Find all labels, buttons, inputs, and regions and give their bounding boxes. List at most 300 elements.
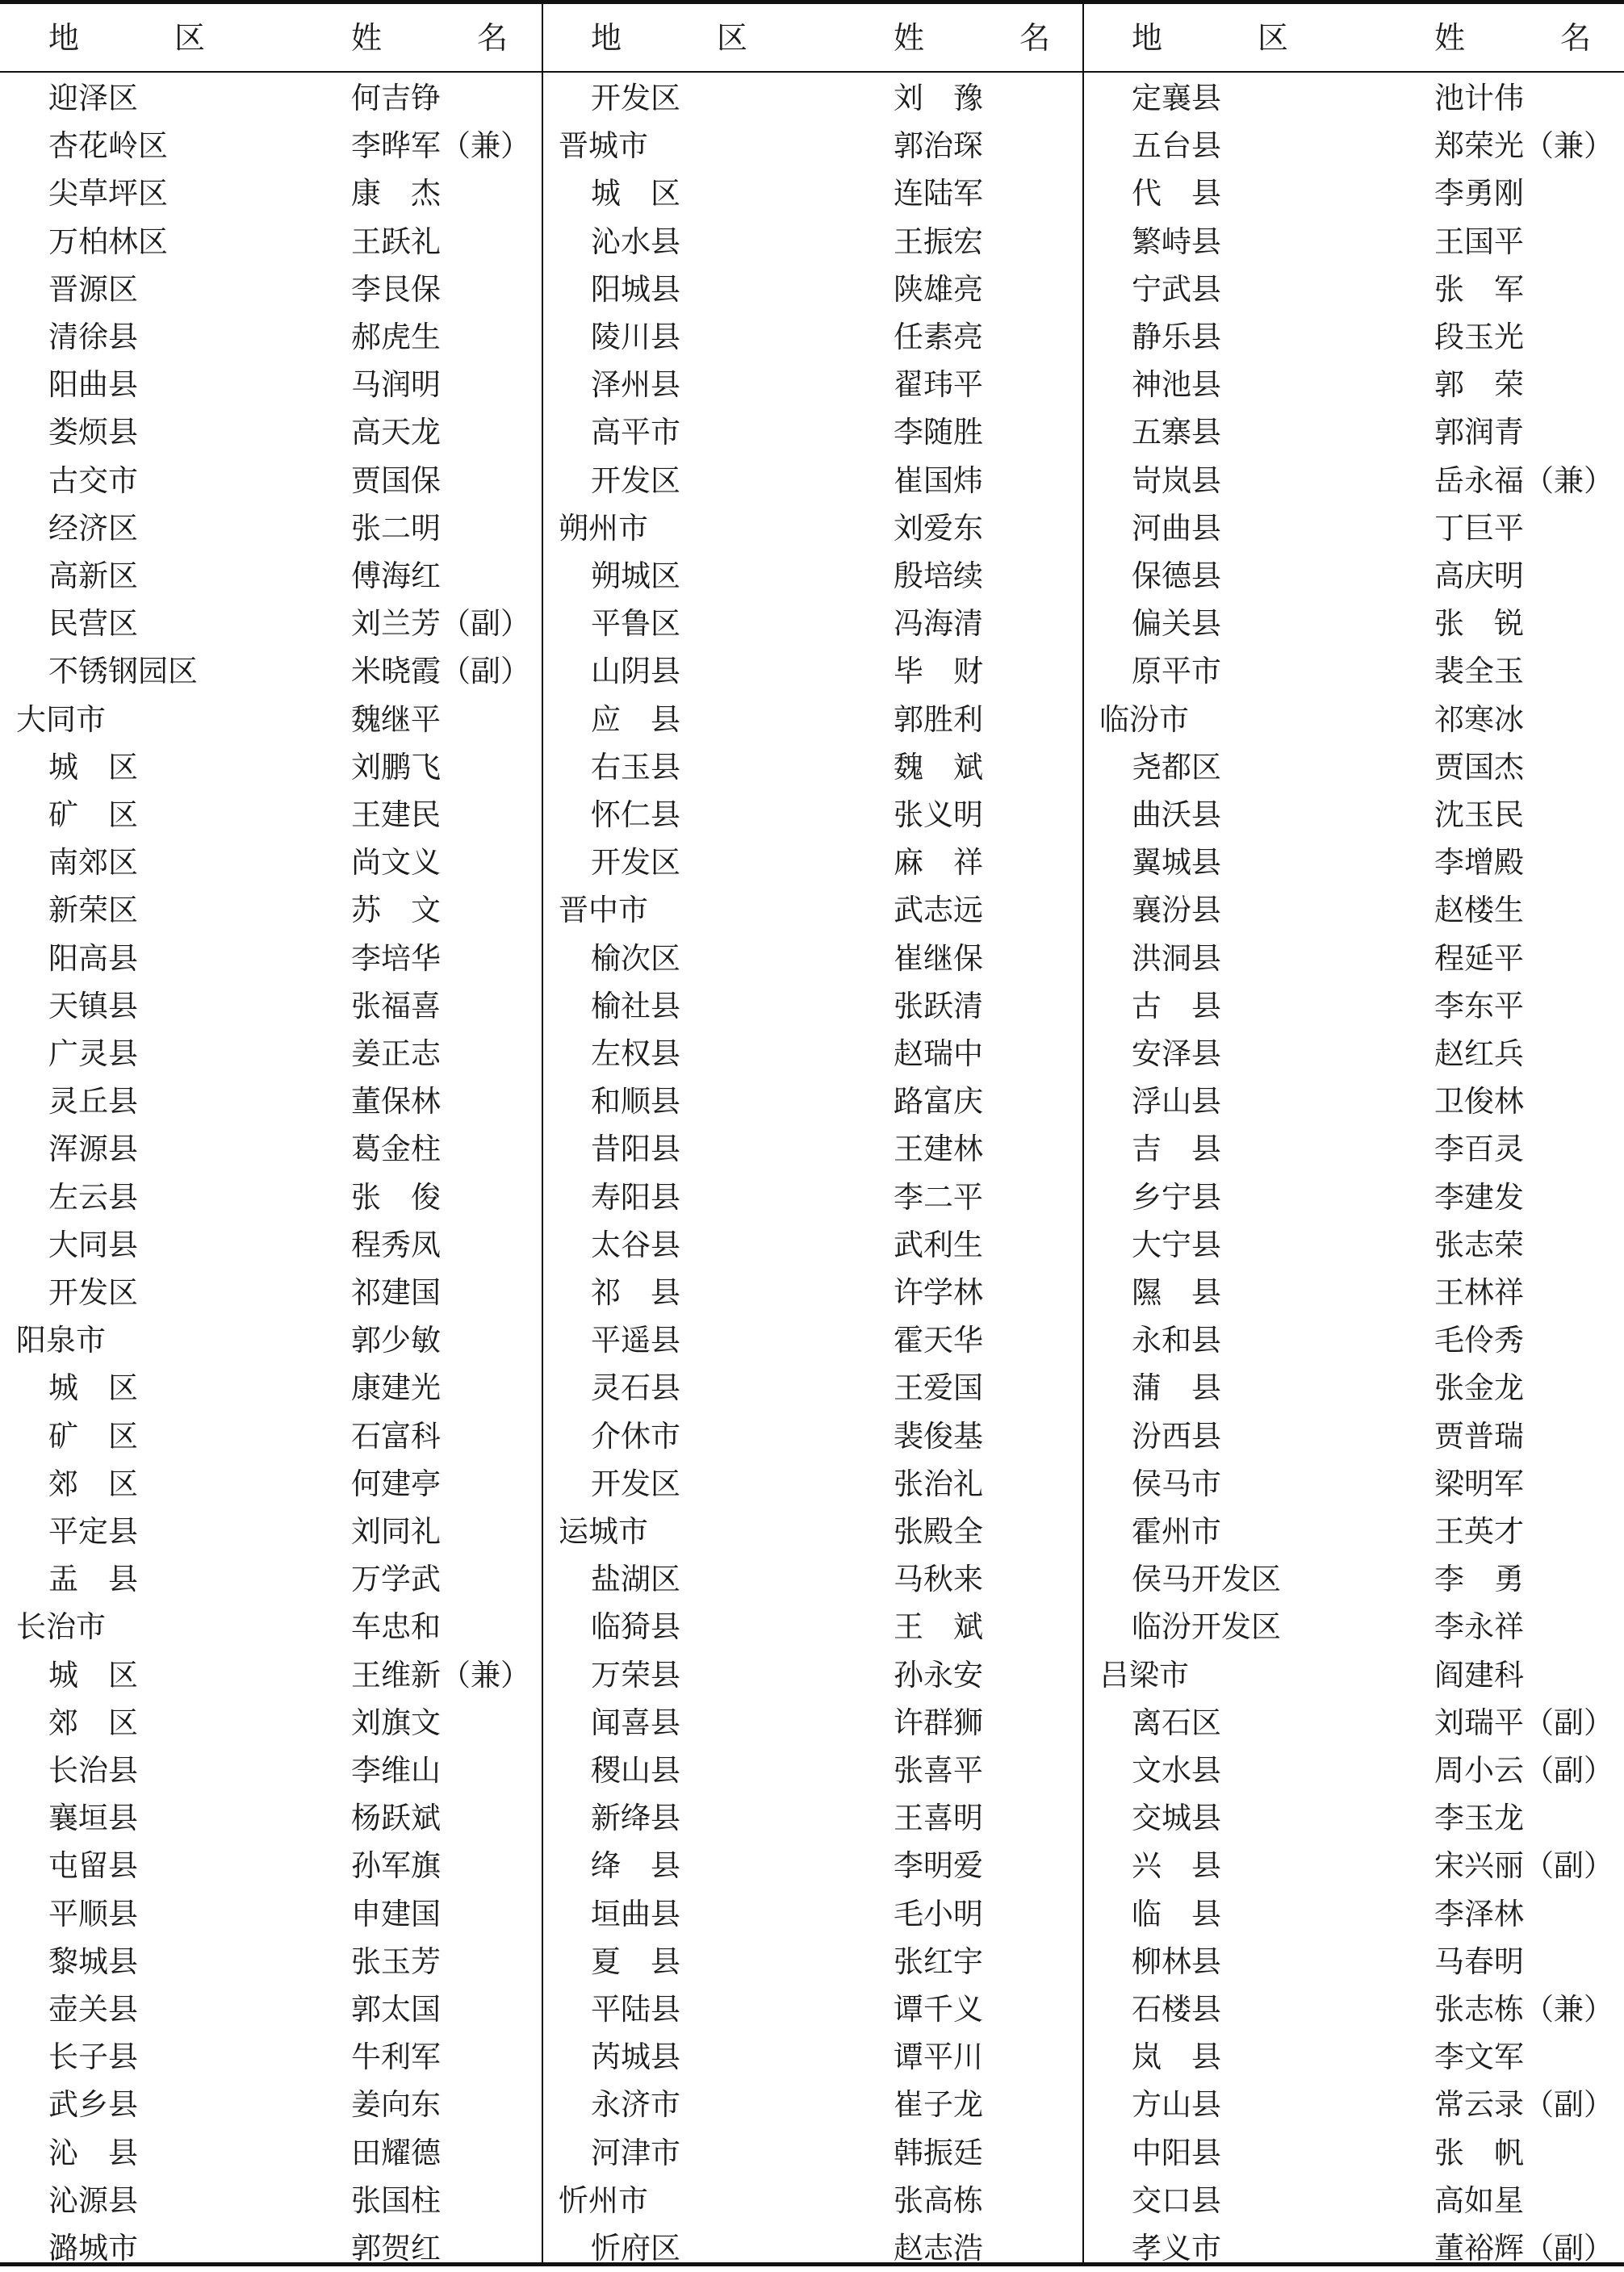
name-cell: 霍天华 [894,1323,983,1358]
region-cell: 古 县 [1132,988,1221,1023]
name-cell: 阎建科 [1434,1657,1524,1692]
name-cell: 刘旗文 [351,1705,441,1740]
table-row [0,1890,541,1938]
name-cell: 郭 荣 [1434,367,1524,403]
city-cell: 大同市 [16,701,106,737]
table-row [1083,1174,1624,1221]
table-row [542,1985,1083,2033]
region-cell: 太谷县 [591,1227,680,1262]
region-cell: 长治县 [48,1753,138,1788]
region-cell: 新绛县 [591,1801,680,1836]
name-cell: 丁巨平 [1434,510,1524,546]
name-cell: 裴全玉 [1434,654,1524,689]
table-row [0,218,541,266]
region-cell: 万柏林区 [48,224,168,259]
name-cell: 段玉光 [1434,320,1524,354]
region-cell: 介休市 [591,1418,680,1454]
name-cell: 赵瑞中 [894,1036,983,1071]
region-cell: 开发区 [591,462,680,498]
region-cell: 晋源区 [48,271,138,307]
table-row [1083,600,1624,647]
region-cell: 稷山县 [591,1753,680,1788]
table-row [0,839,541,886]
table-row [0,552,541,600]
table-row [0,1651,541,1699]
table-row [542,74,1083,122]
name-cell: 连陆军 [894,176,983,211]
name-cell: 贾普瑞 [1434,1418,1524,1454]
table-row [542,839,1083,886]
name-cell: 张义明 [894,797,983,832]
region-cell: 永济市 [591,2087,680,2123]
name-cell: 张跃清 [894,988,983,1023]
region-cell: 离石区 [1132,1705,1221,1740]
name-cell: 米晓霞（副） [351,654,530,689]
name-cell: 马秋来 [894,1562,983,1597]
table-row [0,743,541,791]
name-cell: 沈玉民 [1434,797,1524,832]
region-cell: 屯留县 [48,1848,138,1884]
name-cell: 赵志浩 [894,2231,983,2266]
table-row [1083,74,1624,122]
name-cell: 岳永福（兼） [1434,462,1614,498]
name-cell: 翟玮平 [894,367,983,403]
name-cell: 王维新（兼） [351,1657,530,1692]
name-cell: 王 斌 [894,1609,983,1645]
region-cell: 开发区 [48,1275,138,1310]
region-cell: 侯马市 [1132,1466,1221,1501]
name-cell: 程秀凤 [351,1227,441,1262]
table-row [1083,647,1624,695]
region-cell: 汾西县 [1132,1418,1221,1454]
region-cell: 杏花岭区 [48,128,168,164]
name-cell: 韩振廷 [894,2135,983,2170]
region-cell: 临汾开发区 [1132,1609,1281,1645]
table-row [0,1412,541,1460]
table-row [542,1174,1083,1221]
name-cell: 万学武 [351,1562,441,1597]
table-row [542,1269,1083,1316]
table-row [542,552,1083,600]
table-row [542,408,1083,456]
name-cell: 裴俊基 [894,1418,983,1454]
table-row [0,600,541,647]
name-cell: 任素亮 [894,320,983,354]
table-row [1083,457,1624,504]
table-row [1083,504,1624,552]
table-row [0,1030,541,1077]
table-row [0,504,541,552]
region-cell: 偏关县 [1132,606,1221,642]
table-row [1083,218,1624,266]
table-row [0,169,541,217]
table-row [1083,2081,1624,2128]
table-row [1083,122,1624,169]
table-row [1083,1364,1624,1412]
region-cell: 神池县 [1132,367,1221,403]
region-cell: 五台县 [1132,128,1221,164]
region-cell: 岢岚县 [1132,462,1221,498]
table-row [1083,361,1624,408]
table-row [0,2224,541,2272]
name-cell: 殷培续 [894,559,983,593]
roster-column-1 [0,0,541,2267]
name-cell: 王跃礼 [351,224,441,259]
city-cell: 长治市 [16,1609,106,1645]
table-row [542,169,1083,217]
region-cell: 昔阳县 [591,1132,680,1167]
region-cell: 交城县 [1132,1801,1221,1836]
name-cell: 傅海红 [351,559,441,593]
table-row [0,2129,541,2177]
region-cell: 朔城区 [591,559,680,593]
name-cell: 高如星 [1434,2182,1524,2218]
region-cell: 闻喜县 [591,1705,680,1740]
table-row [0,313,541,361]
region-cell: 郊 区 [48,1705,138,1740]
region-cell: 浮山县 [1132,1084,1221,1119]
name-cell: 李随胜 [894,415,983,450]
table-row [0,2033,541,2081]
name-cell: 李东平 [1434,988,1524,1023]
region-cell: 右玉县 [591,749,680,785]
name-cell: 石富科 [351,1418,441,1454]
region-cell: 新荣区 [48,893,138,928]
table-row [542,1747,1083,1794]
region-cell: 平陆县 [591,1992,680,2027]
name-cell: 张高栋 [894,2182,983,2218]
region-cell: 洪洞县 [1132,940,1221,976]
table-row [542,1794,1083,1842]
region-cell: 文水县 [1132,1753,1221,1788]
city-cell: 晋中市 [559,893,648,928]
region-cell: 原平市 [1132,654,1221,689]
name-cell: 张福喜 [351,988,441,1023]
table-row [542,1603,1083,1651]
name-cell: 魏继平 [351,701,441,737]
table-row [0,408,541,456]
name-header: 姓 名 [1434,20,1624,56]
region-cell: 怀仁县 [591,797,680,832]
name-cell: 刘鹏飞 [351,749,441,785]
region-cell: 和顺县 [591,1084,680,1119]
region-cell: 代 县 [1132,176,1221,211]
table-row [1083,2224,1624,2272]
name-cell: 李培华 [351,940,441,976]
table-row [0,266,541,313]
name-cell: 苏 文 [351,893,441,928]
name-cell: 郑荣光（兼） [1434,128,1614,164]
region-cell: 娄烦县 [48,415,138,450]
region-cell: 寿阳县 [591,1179,680,1215]
table-row [1083,552,1624,600]
region-cell: 开发区 [591,81,680,115]
table-row [0,1938,541,1985]
name-cell: 李勇刚 [1434,176,1524,211]
name-cell: 刘 豫 [894,81,983,115]
name-cell: 李建发 [1434,1179,1524,1215]
name-cell: 李 勇 [1434,1562,1524,1597]
name-cell: 程延平 [1434,940,1524,976]
table-row [0,122,541,169]
name-cell: 康建光 [351,1370,441,1406]
region-cell: 迎泽区 [48,81,138,115]
name-cell: 谭千义 [894,1992,983,2027]
name-cell: 刘瑞平（副） [1434,1705,1614,1740]
name-cell: 张国柱 [351,2182,441,2218]
table-row [0,1269,541,1316]
table-row [1083,1221,1624,1269]
name-cell: 董裕辉（副） [1434,2231,1614,2266]
name-cell: 张金龙 [1434,1370,1524,1406]
name-cell: 马润明 [351,367,441,403]
table-row [1083,696,1624,743]
name-cell: 梁明军 [1434,1466,1524,1501]
region-cell: 吉 县 [1132,1132,1221,1167]
table-row [542,1316,1083,1364]
name-cell: 郭少敏 [351,1323,441,1358]
table-row [1083,886,1624,934]
region-cell: 高平市 [591,415,680,450]
city-cell: 忻州市 [559,2182,648,2218]
table-row [542,1699,1083,1747]
name-cell: 姜正志 [351,1036,441,1071]
region-cell: 左权县 [591,1036,680,1071]
table-row [542,1890,1083,1938]
region-cell: 陵川县 [591,320,680,354]
name-cell: 谭平川 [894,2040,983,2075]
table-row [0,1985,541,2033]
table-row [0,1794,541,1842]
table-row [1083,1316,1624,1364]
region-cell: 隰 县 [1132,1275,1221,1310]
table-row [542,2081,1083,2128]
region-cell: 南郊区 [48,845,138,881]
region-header: 地 区 [1132,20,1321,56]
table-row [0,1221,541,1269]
region-cell: 祁 县 [591,1275,680,1310]
table-row [0,457,541,504]
region-cell: 石楼县 [1132,1992,1221,2027]
table-row [1083,1412,1624,1460]
table-row [0,791,541,839]
region-cell: 沁 县 [48,2135,138,2170]
region-cell: 长子县 [48,2040,138,2075]
name-cell: 祁寒冰 [1434,701,1524,737]
table-row [542,1555,1083,1603]
table-row [542,1077,1083,1125]
region-cell: 翼城县 [1132,845,1221,881]
name-cell: 毛小明 [894,1896,983,1931]
region-cell: 平定县 [48,1514,138,1549]
region-cell: 定襄县 [1132,81,1221,115]
table-row [0,1555,541,1603]
table-row [542,457,1083,504]
name-cell: 许学林 [894,1275,983,1310]
name-cell: 李晔军（兼） [351,128,530,164]
name-cell: 葛金柱 [351,1132,441,1167]
region-cell: 不锈钢园区 [48,654,198,689]
region-cell: 孝义市 [1132,2231,1221,2266]
table-row [542,600,1083,647]
table-row [0,1316,541,1364]
region-cell: 河曲县 [1132,510,1221,546]
table-row [0,1364,541,1412]
table-row [542,696,1083,743]
table-row [542,1412,1083,1460]
name-cell: 王建林 [894,1132,983,1167]
table-row [542,886,1083,934]
region-cell: 郊 区 [48,1466,138,1501]
region-cell: 古交市 [48,462,138,498]
table-row [1083,2177,1624,2224]
region-cell: 交口县 [1132,2182,1221,2218]
region-cell: 黎城县 [48,1944,138,1979]
name-cell: 牛利军 [351,2040,441,2075]
city-cell: 朔州市 [559,510,648,546]
name-cell: 张二明 [351,510,441,546]
name-cell: 王建民 [351,797,441,832]
table-row [1083,2129,1624,2177]
table-row [1083,1985,1624,2033]
name-cell: 高庆明 [1434,559,1524,593]
region-cell: 襄垣县 [48,1801,138,1836]
region-cell: 岚 县 [1132,2040,1221,2075]
region-header: 地 区 [48,20,238,56]
table-row [0,2177,541,2224]
table-row [542,2177,1083,2224]
name-cell: 崔继保 [894,940,983,976]
name-cell: 路富庆 [894,1084,983,1119]
name-cell: 郭治琛 [894,128,983,164]
table-row [1083,408,1624,456]
region-cell: 大宁县 [1132,1227,1221,1262]
region-cell: 天镇县 [48,988,138,1023]
name-cell: 田耀德 [351,2135,441,2170]
table-row [1083,1077,1624,1125]
name-cell: 魏 斌 [894,749,983,785]
name-cell: 赵楼生 [1434,893,1524,928]
region-cell: 侯马开发区 [1132,1562,1281,1597]
region-cell: 左云县 [48,1179,138,1215]
name-cell: 王英才 [1434,1514,1524,1549]
name-cell: 武志远 [894,893,983,928]
table-row [0,1174,541,1221]
name-cell: 申建国 [351,1896,441,1931]
region-cell: 静乐县 [1132,320,1221,354]
region-cell: 万荣县 [591,1657,680,1692]
table-row [0,696,541,743]
region-cell: 乡宁县 [1132,1179,1221,1215]
region-cell: 民营区 [48,606,138,642]
city-cell: 运城市 [559,1514,648,1549]
table-row [1083,1460,1624,1508]
name-cell: 郝虎生 [351,320,441,354]
name-cell: 董保林 [351,1084,441,1119]
region-cell: 安泽县 [1132,1036,1221,1071]
region-cell: 潞城市 [48,2231,138,2266]
table-row [1083,1794,1624,1842]
name-cell: 李文军 [1434,2040,1524,2075]
region-cell: 大同县 [48,1227,138,1262]
name-cell: 郭润青 [1434,415,1524,450]
region-cell: 灵丘县 [48,1084,138,1119]
region-cell: 襄汾县 [1132,893,1221,928]
name-cell: 李玉龙 [1434,1801,1524,1836]
name-cell: 郭贺红 [351,2231,441,2266]
table-row [1083,1603,1624,1651]
table-row [1083,1030,1624,1077]
region-cell: 芮城县 [591,2040,680,2075]
table-row [542,1938,1083,1985]
name-cell: 崔国炜 [894,462,983,498]
region-cell: 永和县 [1132,1323,1221,1358]
table-row [0,1842,541,1889]
name-cell: 毛伶秀 [1434,1323,1524,1358]
table-row [1083,1508,1624,1555]
region-cell: 武乡县 [48,2087,138,2123]
region-cell: 阳高县 [48,940,138,976]
name-cell: 张红宇 [894,1944,983,1979]
region-cell: 榆社县 [591,988,680,1023]
region-cell: 壶关县 [48,1992,138,2027]
name-cell: 王振宏 [894,224,983,259]
name-cell: 宋兴丽（副） [1434,1848,1614,1884]
region-cell: 霍州市 [1132,1514,1221,1549]
table-row [0,1077,541,1125]
name-cell: 车忠和 [351,1609,441,1645]
region-cell: 柳林县 [1132,1944,1221,1979]
region-cell: 方山县 [1132,2087,1221,2123]
table-row [542,2033,1083,2081]
name-cell: 马春明 [1434,1944,1524,1979]
region-cell: 清徐县 [48,320,138,354]
name-cell: 赵红兵 [1434,1036,1524,1071]
table-row [1083,1890,1624,1938]
table-row [1083,1938,1624,1985]
region-cell: 忻府区 [591,2231,680,2266]
name-cell: 祁建国 [351,1275,441,1310]
region-cell: 开发区 [591,845,680,881]
region-cell: 阳曲县 [48,367,138,403]
table-row [542,2129,1083,2177]
table-row [1083,743,1624,791]
table-row [1083,935,1624,982]
name-cell: 常云录（副） [1434,2087,1614,2123]
table-row [542,1460,1083,1508]
table-row [1083,169,1624,217]
table-row [0,1460,541,1508]
region-cell: 平鲁区 [591,606,680,642]
table-row [1083,1651,1624,1699]
region-cell: 经济区 [48,510,138,546]
region-header: 地 区 [591,20,781,56]
table-row [0,647,541,695]
region-cell: 应 县 [591,701,680,737]
region-cell: 城 区 [48,1657,138,1692]
table-row [542,122,1083,169]
region-cell: 榆次区 [591,940,680,976]
name-cell: 王爱国 [894,1370,983,1406]
region-cell: 保德县 [1132,559,1221,593]
name-cell: 姜向东 [351,2087,441,2123]
name-cell: 许群狮 [894,1705,983,1740]
region-cell: 阳城县 [591,271,680,307]
table-row [1083,1699,1624,1747]
region-cell: 垣曲县 [591,1896,680,1931]
name-cell: 刘兰芳（副） [351,606,530,642]
table-row [542,743,1083,791]
